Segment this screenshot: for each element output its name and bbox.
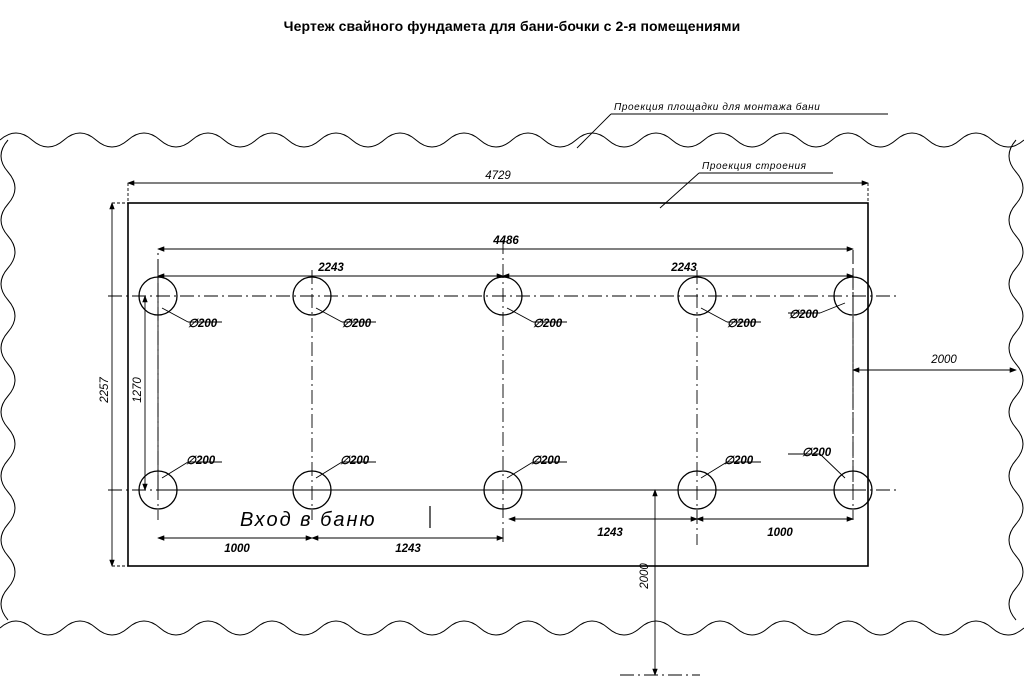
dimension-bottom-left-2-label: 1243 — [395, 543, 421, 555]
ground-break-top — [0, 133, 1024, 147]
ground-break-left — [1, 140, 15, 620]
dimension-outer-width-label: 4729 — [485, 170, 511, 182]
note-platform-label: Проекция площадки для монтажа бани — [614, 102, 821, 113]
dimension-bottom-offset-label: 2000 — [639, 563, 651, 589]
pile-dia-label-top-5: ∅200 — [789, 309, 819, 321]
ground-break-lines — [0, 133, 1024, 635]
note-building-label: Проекция строения — [702, 161, 807, 172]
ground-break-right — [1009, 140, 1023, 620]
dimension-bottom-right-2-label: 1000 — [767, 527, 793, 539]
dimension-outer-width — [128, 183, 868, 203]
building-outline — [128, 203, 868, 566]
dimension-right-offset-label: 2000 — [931, 354, 957, 366]
pile-dia-label-top-3: ∅200 — [533, 318, 563, 330]
pile-dia-label-bottom-2: ∅200 — [340, 455, 370, 467]
dimension-bottom-right-1-label: 1243 — [597, 527, 623, 539]
entry-label: Вход в баню — [240, 509, 377, 531]
pile-dia-label-bottom-4: ∅200 — [724, 455, 754, 467]
platform-projection-rect — [158, 249, 853, 490]
pile-dia-label-bottom-1: ∅200 — [186, 455, 216, 467]
ground-break-bottom — [0, 621, 1024, 635]
axis-lines — [108, 240, 900, 545]
dimension-bottom-offset — [620, 490, 700, 675]
dimension-inner-width-label: 4486 — [493, 235, 519, 247]
dimension-top-right-label: 2243 — [671, 262, 697, 274]
pile-dia-label-bottom-5: ∅200 — [802, 447, 832, 459]
pile-dia-label-top-2: ∅200 — [342, 318, 372, 330]
dimension-outer-height — [112, 203, 128, 566]
pile-dia-label-top-1: ∅200 — [188, 318, 218, 330]
pile-dia-label-top-4: ∅200 — [727, 318, 757, 330]
pile-dia-label-bottom-3: ∅200 — [531, 455, 561, 467]
dimension-outer-height-label: 2257 — [99, 377, 111, 403]
page-title: Чертеж свайного фундамета для бани-бочки с 2-я помещениями — [283, 18, 741, 34]
dimension-top-left-label: 2243 — [318, 262, 344, 274]
dimension-inner-height-label: 1270 — [132, 377, 144, 403]
dimension-bottom-left-1-label: 1000 — [224, 543, 250, 555]
